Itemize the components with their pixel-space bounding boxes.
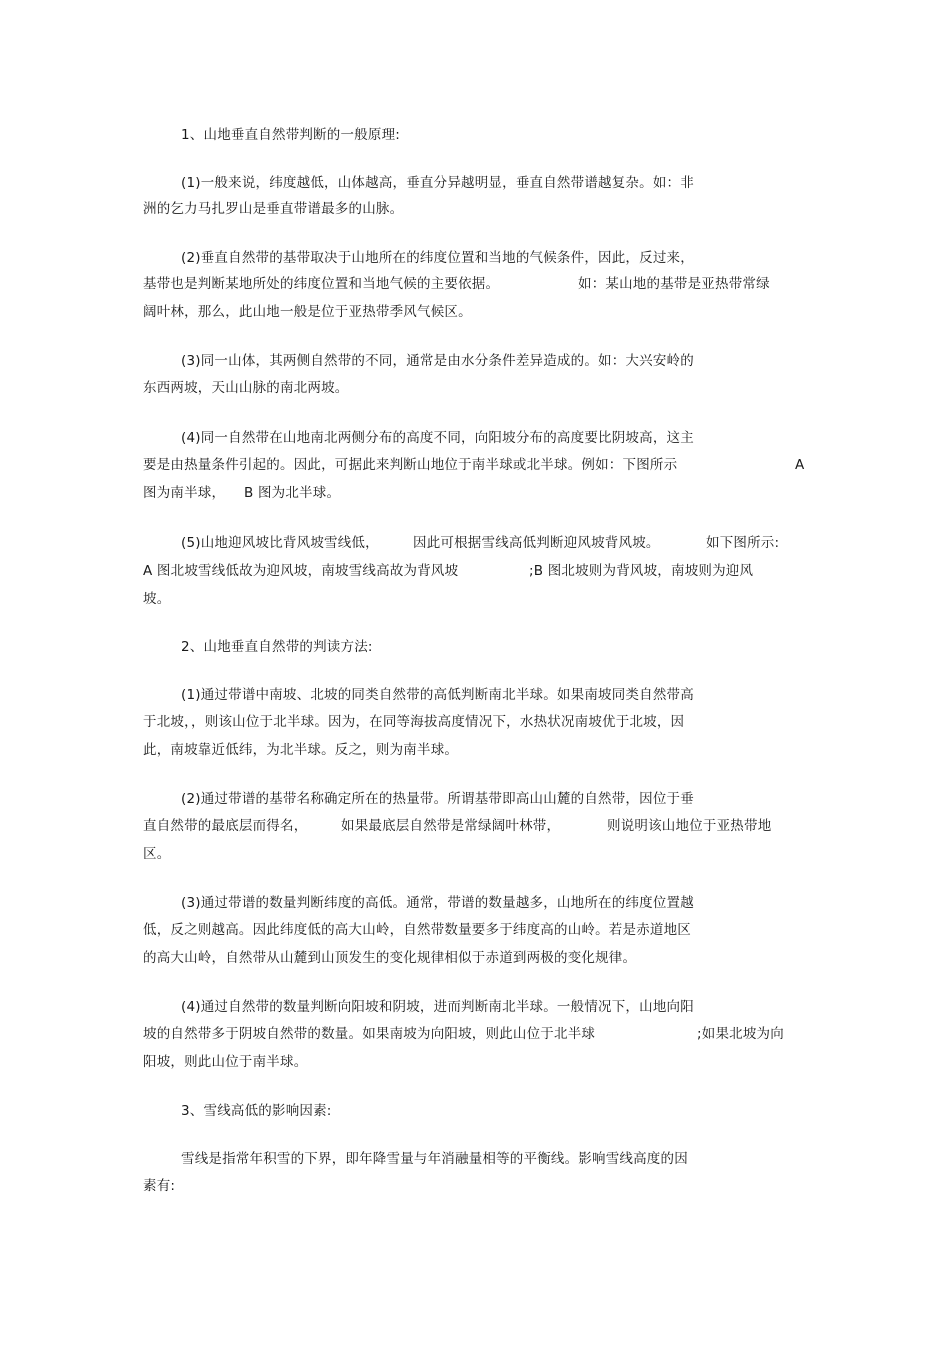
paragraph-1-2-line-2b: 如：某山地的基带是亚热带常绿 [578,276,770,292]
paragraph-1-4-line-2b: A [795,457,805,473]
paragraph-1-5-line-2b: ;B 图北坡则为背风坡，南坡则为迎风 [529,563,754,579]
paragraph-2-2-line-1: (2)通过带谱的基带名称确定所在的热量带。所谓基带即高山山麓的自然带，因位于垂 [181,791,694,807]
paragraph-3-line-2: 素有: [143,1178,176,1194]
section-3-heading: 3、雪线高低的影响因素: [181,1103,332,1119]
paragraph-1-1-line-1: (1)一般来说，纬度越低，山体越高，垂直分异越明显，垂直自然带谱越复杂。如：非 [181,175,694,191]
paragraph-2-4-line-3: 阳坡，则此山位于南半球。 [143,1054,308,1070]
paragraph-2-3-line-2: 低，反之则越高。因此纬度低的高大山岭，自然带数量要多于纬度高的山岭。若是赤道地区 [143,922,691,938]
section-1-heading: 1、山地垂直自然带判断的一般原理: [181,127,401,143]
section-2-heading: 2、山地垂直自然带的判读方法: [181,639,373,655]
paragraph-1-1-line-2: 洲的乞力马扎罗山是垂直带谱最多的山脉。 [143,201,404,217]
paragraph-1-2-line-1: (2)垂直自然带的基带取决于山地所在的纬度位置和当地的气候条件，因此，反过来， [181,250,694,266]
paragraph-1-5-line-1c: 如下图所示: [706,535,780,551]
paragraph-2-2-line-2b: 如果最底层自然带是常绿阔叶林带， [341,818,561,834]
paragraph-2-3-line-3: 的高大山岭，自然带从山麓到山顶发生的变化规律相似于赤道到两极的变化规律。 [143,950,637,966]
paragraph-1-2-line-3: 阔叶林，那么，此山地一般是位于亚热带季风气候区。 [143,304,472,320]
paragraph-2-4-line-1: (4)通过自然带的数量判断向阳坡和阴坡，进而判断南北半球。一般情况下，山地向阳 [181,999,694,1015]
paragraph-1-5-line-3: 坡。 [143,591,171,607]
paragraph-2-2-line-2c: 则说明该山地位于亚热带地 [607,818,772,834]
paragraph-1-3-line-1: (3)同一山体，其两侧自然带的不同，通常是由水分条件差异造成的。如：大兴安岭的 [181,353,694,369]
paragraph-1-4-line-2a: 要是由热量条件引起的。因此，可据此来判断山地位于南半球或北半球。例如：下图所示 [143,457,678,473]
paragraph-1-5-line-2a: A 图北坡雪线低故为迎风坡，南坡雪线高故为背风坡 [143,563,459,579]
paragraph-1-2-line-2a: 基带也是判断某地所处的纬度位置和当地气候的主要依据。 [143,276,500,292]
paragraph-1-5-line-1b: 因此可根据雪线高低判断迎风坡背风坡。 [413,535,660,551]
paragraph-2-1-line-3: 此，南坡靠近低纬，为北半球。反之，则为南半球。 [143,742,459,758]
paragraph-1-4-line-1: (4)同一自然带在山地南北两侧分布的高度不同，向阳坡分布的高度要比阴坡高，这主 [181,430,694,446]
paragraph-2-4-line-2b: ;如果北坡为向 [697,1026,784,1042]
paragraph-1-4-line-3a: 图为南半球， [143,485,226,501]
paragraph-1-3-line-2: 东西两坡，天山山脉的南北两坡。 [143,380,349,396]
paragraph-1-5-line-1a: (5)山地迎风坡比背风坡雪线低， [181,535,379,551]
paragraph-3-line-1: 雪线是指常年积雪的下界，即年降雪量与年消融量相等的平衡线。影响雪线高度的因 [181,1151,688,1167]
paragraph-2-2-line-3: 区。 [143,846,171,862]
paragraph-2-1-line-1: (1)通过带谱中南坡、北坡的同类自然带的高低判断南北半球。如果南坡同类自然带高 [181,687,694,703]
paragraph-2-3-line-1: (3)通过带谱的数量判断纬度的高低。通常，带谱的数量越多，山地所在的纬度位置越 [181,895,694,911]
paragraph-1-4-line-3b: B 图为北半球。 [244,485,341,501]
paragraph-2-4-line-2a: 坡的自然带多于阴坡自然带的数量。如果南坡为向阳坡，则此山位于北半球 [143,1026,596,1042]
paragraph-2-2-line-2a: 直自然带的最底层而得名， [143,818,308,834]
paragraph-2-1-line-2: 于北坡，，则该山位于北半球。因为，在同等海拔高度情况下，水热状况南坡优于北坡，因 [143,714,685,730]
